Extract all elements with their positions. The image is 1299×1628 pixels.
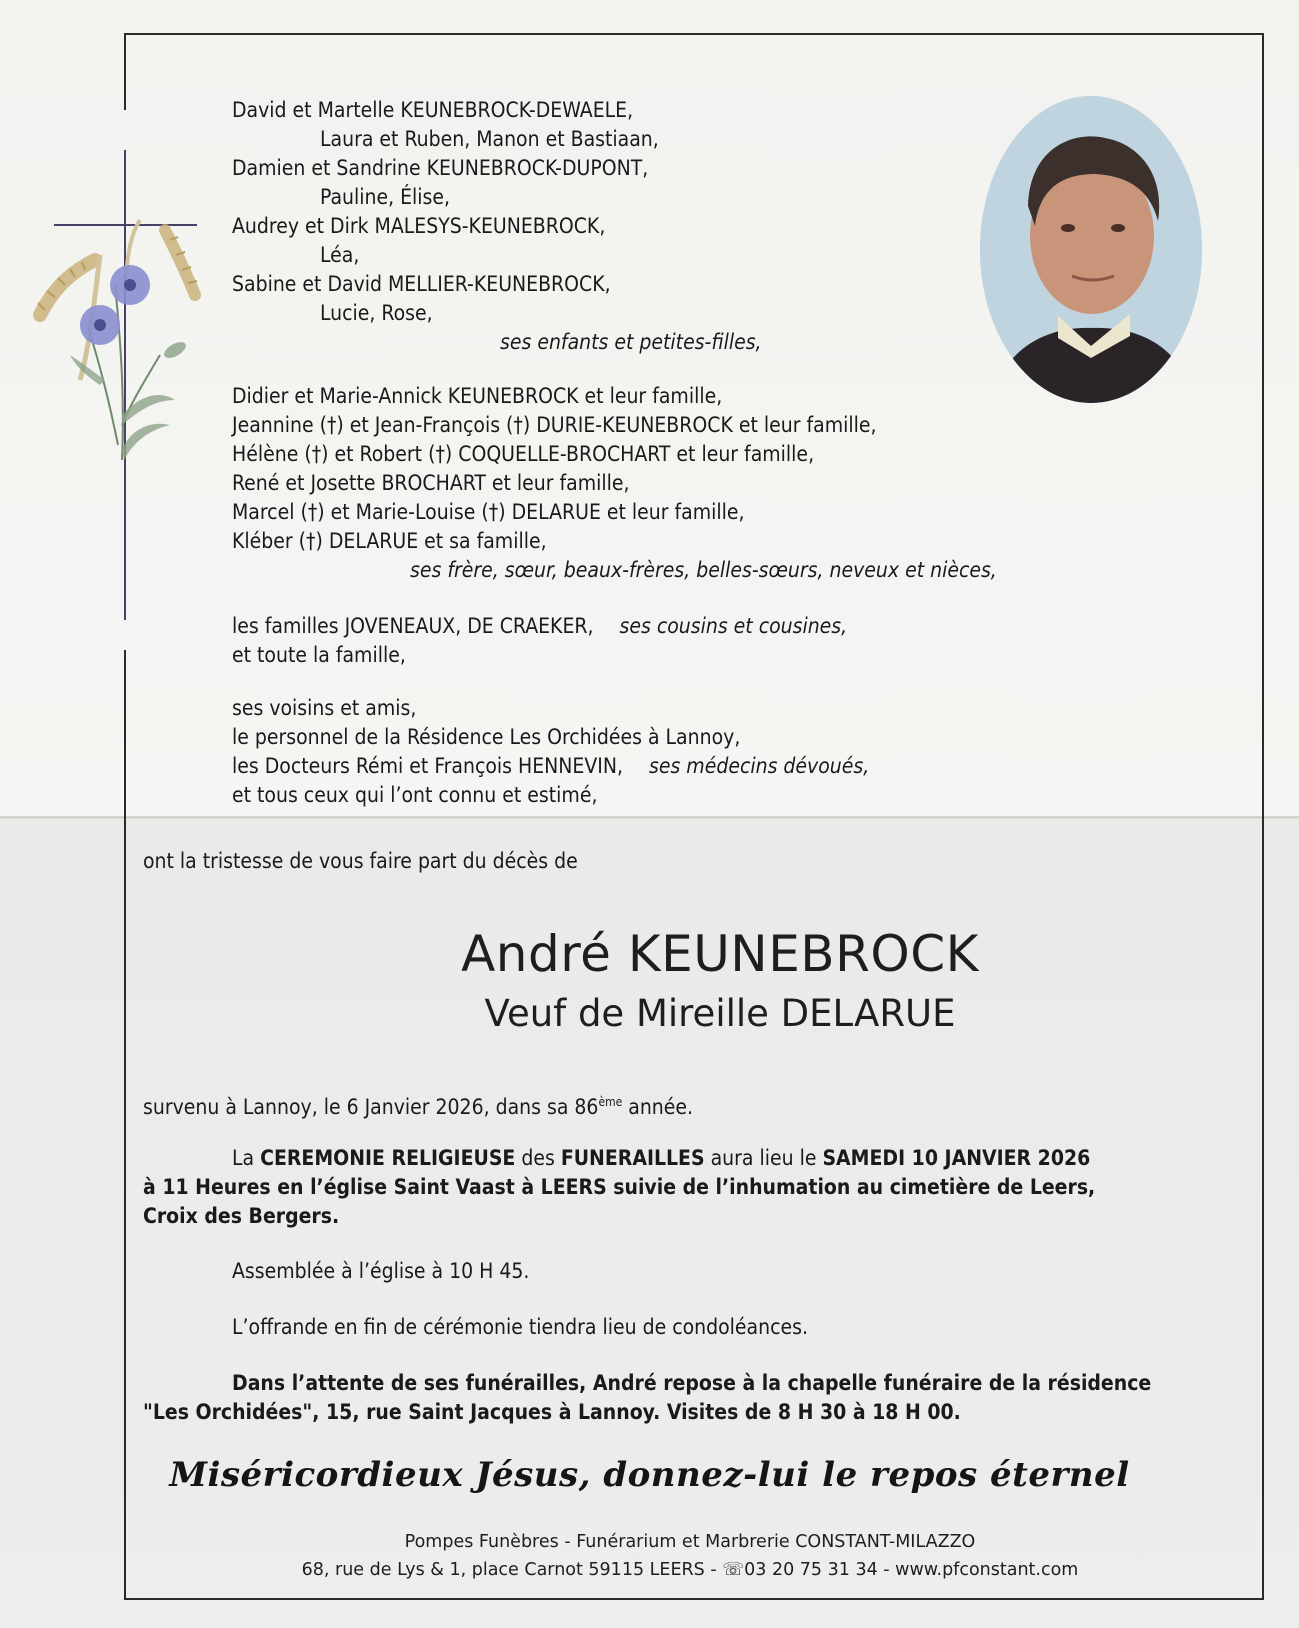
deceased-subtitle: Veuf de Mireille DELARUE [484, 992, 956, 1035]
ceremony-cemetery: Croix des Bergers. [143, 1204, 340, 1228]
siblings-section [232, 382, 997, 585]
ceremony-text: aura lieu le [704, 1146, 823, 1170]
funeral-home-contact [0, 1560, 1299, 1580]
sibling-line: Jeannine (†) et Jean-François (†) DURIE-KEUNEBROCK et leur famille, [232, 413, 877, 437]
offering-info: L’offrande en fin de cérémonie tiendra lieu de condoléances. [232, 1315, 808, 1339]
phone-icon: ☏ [722, 1560, 745, 1580]
assembly-info: Assemblée à l’église à 10 H 45. [232, 1259, 530, 1283]
friends-line: ses voisins et amis, [232, 696, 417, 720]
ceremony-text: La [232, 1146, 261, 1170]
family-line: David et Martelle KEUNEBROCK-DEWAELE, [232, 98, 634, 122]
ceremony-funerals: FUNERAILLES [560, 1146, 705, 1170]
death-info-suffix: année. [622, 1095, 694, 1119]
sibling-line: Hélène (†) et Robert (†) COQUELLE-BROCHART et leur famille, [232, 442, 815, 466]
phone-number[interactable]: 03 20 75 31 34 [744, 1560, 878, 1580]
acquaintances-line: et tous ceux qui l’ont connu et estimé, [232, 783, 598, 807]
sibling-line: Marcel (†) et Marie-Louise (†) DELARUE et leur famille, [232, 500, 745, 524]
family-line: Sabine et David MELLIER-KEUNEBROCK, [232, 272, 611, 296]
staff-line: le personnel de la Résidence Les Orchidées à Lannoy, [232, 725, 741, 749]
visits-line-2: "Les Orchidées", 15, rue Saint Jacques à Lannoy. Visites de 8 H 30 à 18 H 00. [143, 1400, 961, 1424]
whole-family-line: et toute la famille, [232, 643, 406, 667]
death-info-text: survenu à Lannoy, le 6 Janvier 2026, dans sa 86 [143, 1095, 599, 1119]
sibling-line: Didier et Marie-Annick KEUNEBROCK et leur famille, [232, 384, 723, 408]
frame-gap [122, 110, 130, 150]
portrait-photo [980, 96, 1202, 403]
cousins-names: les familles JOVENEAUX, DE CRAEKER, [232, 614, 594, 638]
sibling-line: René et Josette BROCHART et leur famille, [232, 471, 630, 495]
doctors-names: les Docteurs Rémi et François HENNEVIN, [232, 754, 623, 778]
friends-section [232, 694, 869, 810]
relation-doctors: ses médecins dévoués, [648, 754, 870, 778]
relation-siblings: ses frère, sœur, beaux-frères, belles-sœurs, neveux et nièces, [410, 558, 997, 582]
prayer-text: Miséricordieux Jésus, donnez-lui le repos éternel [169, 1455, 1130, 1495]
cornflower-lower-icon [80, 305, 120, 345]
cornflower-upper-icon [110, 265, 150, 305]
visits-line-1: Dans l’attente de ses funérailles, André repose à la chapelle funéraire de la résidence [232, 1371, 1152, 1395]
ceremony-section [143, 1144, 1095, 1231]
visits-section [143, 1369, 1151, 1427]
deceased-name: André KEUNEBROCK [461, 925, 979, 983]
children-section [232, 96, 762, 357]
ceremony-type: CEREMONIE RELIGIEUSE [260, 1146, 516, 1170]
grandchildren-line: Laura et Ruben, Manon et Bastiaan, [320, 127, 659, 151]
relation-cousins: ses cousins et cousines, [619, 614, 848, 638]
wheat-ear-left-icon [38, 260, 95, 315]
ordinal-suffix: ème [598, 1095, 623, 1109]
announcement: ont la tristesse de vous faire part du décès de [143, 849, 578, 873]
cousins-section [232, 612, 847, 670]
website-link[interactable]: www.pfconstant.com [895, 1560, 1079, 1580]
funeral-home-address: 68, rue de Lys & 1, place Carnot 59115 LEERS - [301, 1560, 723, 1580]
sibling-line: Kléber (†) DELARUE et sa famille, [232, 529, 547, 553]
ceremony-text: des [515, 1146, 561, 1170]
relation-children: ses enfants et petites-filles, [500, 330, 762, 354]
family-line: Damien et Sandrine KEUNEBROCK-DUPONT, [232, 156, 649, 180]
ceremony-location: à 11 Heures en l’église Saint Vaast à LEERS suivie de l’inhumation au cimetière de Leers, [143, 1175, 1096, 1199]
separator: - [877, 1560, 896, 1580]
grandchildren-line: Léa, [320, 243, 360, 267]
ceremony-date: SAMEDI 10 JANVIER 2026 [822, 1146, 1091, 1170]
cornflower-wheat-icon [30, 215, 210, 535]
grandchildren-line: Pauline, Élise, [320, 185, 451, 209]
death-info [143, 1088, 693, 1122]
grandchildren-line: Lucie, Rose, [320, 301, 433, 325]
bud-icon [162, 339, 189, 361]
family-line: Audrey et Dirk MALESYS-KEUNEBROCK, [232, 214, 606, 238]
person-portrait-icon [980, 96, 1202, 403]
wheat-ear-right-icon [165, 230, 197, 295]
funeral-home-name: Pompes Funèbres - Funérarium et Marbrerie CONSTANT-MILAZZO [404, 1532, 976, 1552]
frame-gap [122, 620, 130, 650]
